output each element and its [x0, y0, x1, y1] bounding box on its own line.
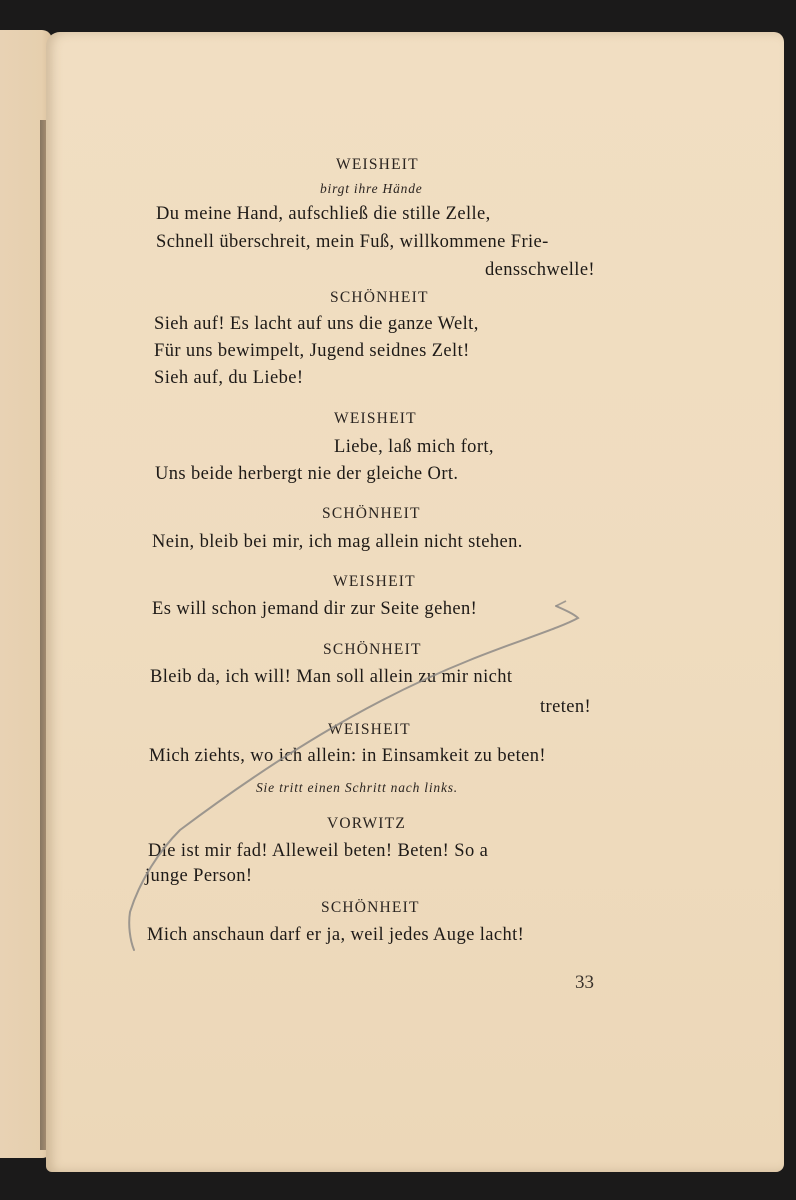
- speaker-label: WEISHEIT: [328, 721, 411, 738]
- verse-line: Liebe, laß mich fort,: [334, 437, 494, 457]
- verse-line: Die ist mir fad! Alleweil beten! Beten! So a: [148, 841, 489, 861]
- speaker-label: WEISHEIT: [336, 156, 419, 173]
- speaker-label: SCHÖNHEIT: [321, 899, 420, 916]
- speaker-label: VORWITZ: [327, 815, 406, 832]
- verse-line: Schnell überschreit, mein Fuß, willkommene Frie-: [156, 232, 549, 252]
- stage-direction: Sie tritt einen Schritt nach links.: [256, 780, 458, 795]
- verse-line: Uns beide herbergt nie der gleiche Ort.: [155, 464, 459, 484]
- verse-line: Sieh auf! Es lacht auf uns die ganze Welt,: [154, 314, 479, 334]
- stage-direction: birgt ihre Hände: [320, 181, 423, 196]
- speaker-label: SCHÖNHEIT: [322, 505, 421, 522]
- speaker-label: WEISHEIT: [334, 410, 417, 427]
- speaker-label: SCHÖNHEIT: [330, 289, 429, 306]
- verse-line: Nein, bleib bei mir, ich mag allein nicht stehen.: [152, 532, 523, 552]
- verse-line: Es will schon jemand dir zur Seite gehen!: [152, 599, 478, 619]
- page-number: 33: [575, 972, 594, 993]
- speaker-label: WEISHEIT: [333, 573, 416, 590]
- verse-line: densschwelle!: [485, 260, 595, 280]
- verse-line: Bleib da, ich will! Man soll allein zu mir nicht: [150, 667, 513, 687]
- verse-line: Sieh auf, du Liebe!: [154, 368, 304, 388]
- verse-line: Du meine Hand, aufschließ die stille Zelle,: [156, 204, 491, 224]
- speaker-label: SCHÖNHEIT: [323, 641, 422, 658]
- verse-line: treten!: [540, 697, 592, 717]
- verse-line: junge Person!: [145, 866, 253, 886]
- verse-line: Mich anschaun darf er ja, weil jedes Auge lacht!: [147, 925, 525, 945]
- verse-line: Mich ziehts, wo ich allein: in Einsamkeit zu beten!: [149, 746, 546, 766]
- verse-line: Für uns bewimpelt, Jugend seidnes Zelt!: [154, 341, 470, 361]
